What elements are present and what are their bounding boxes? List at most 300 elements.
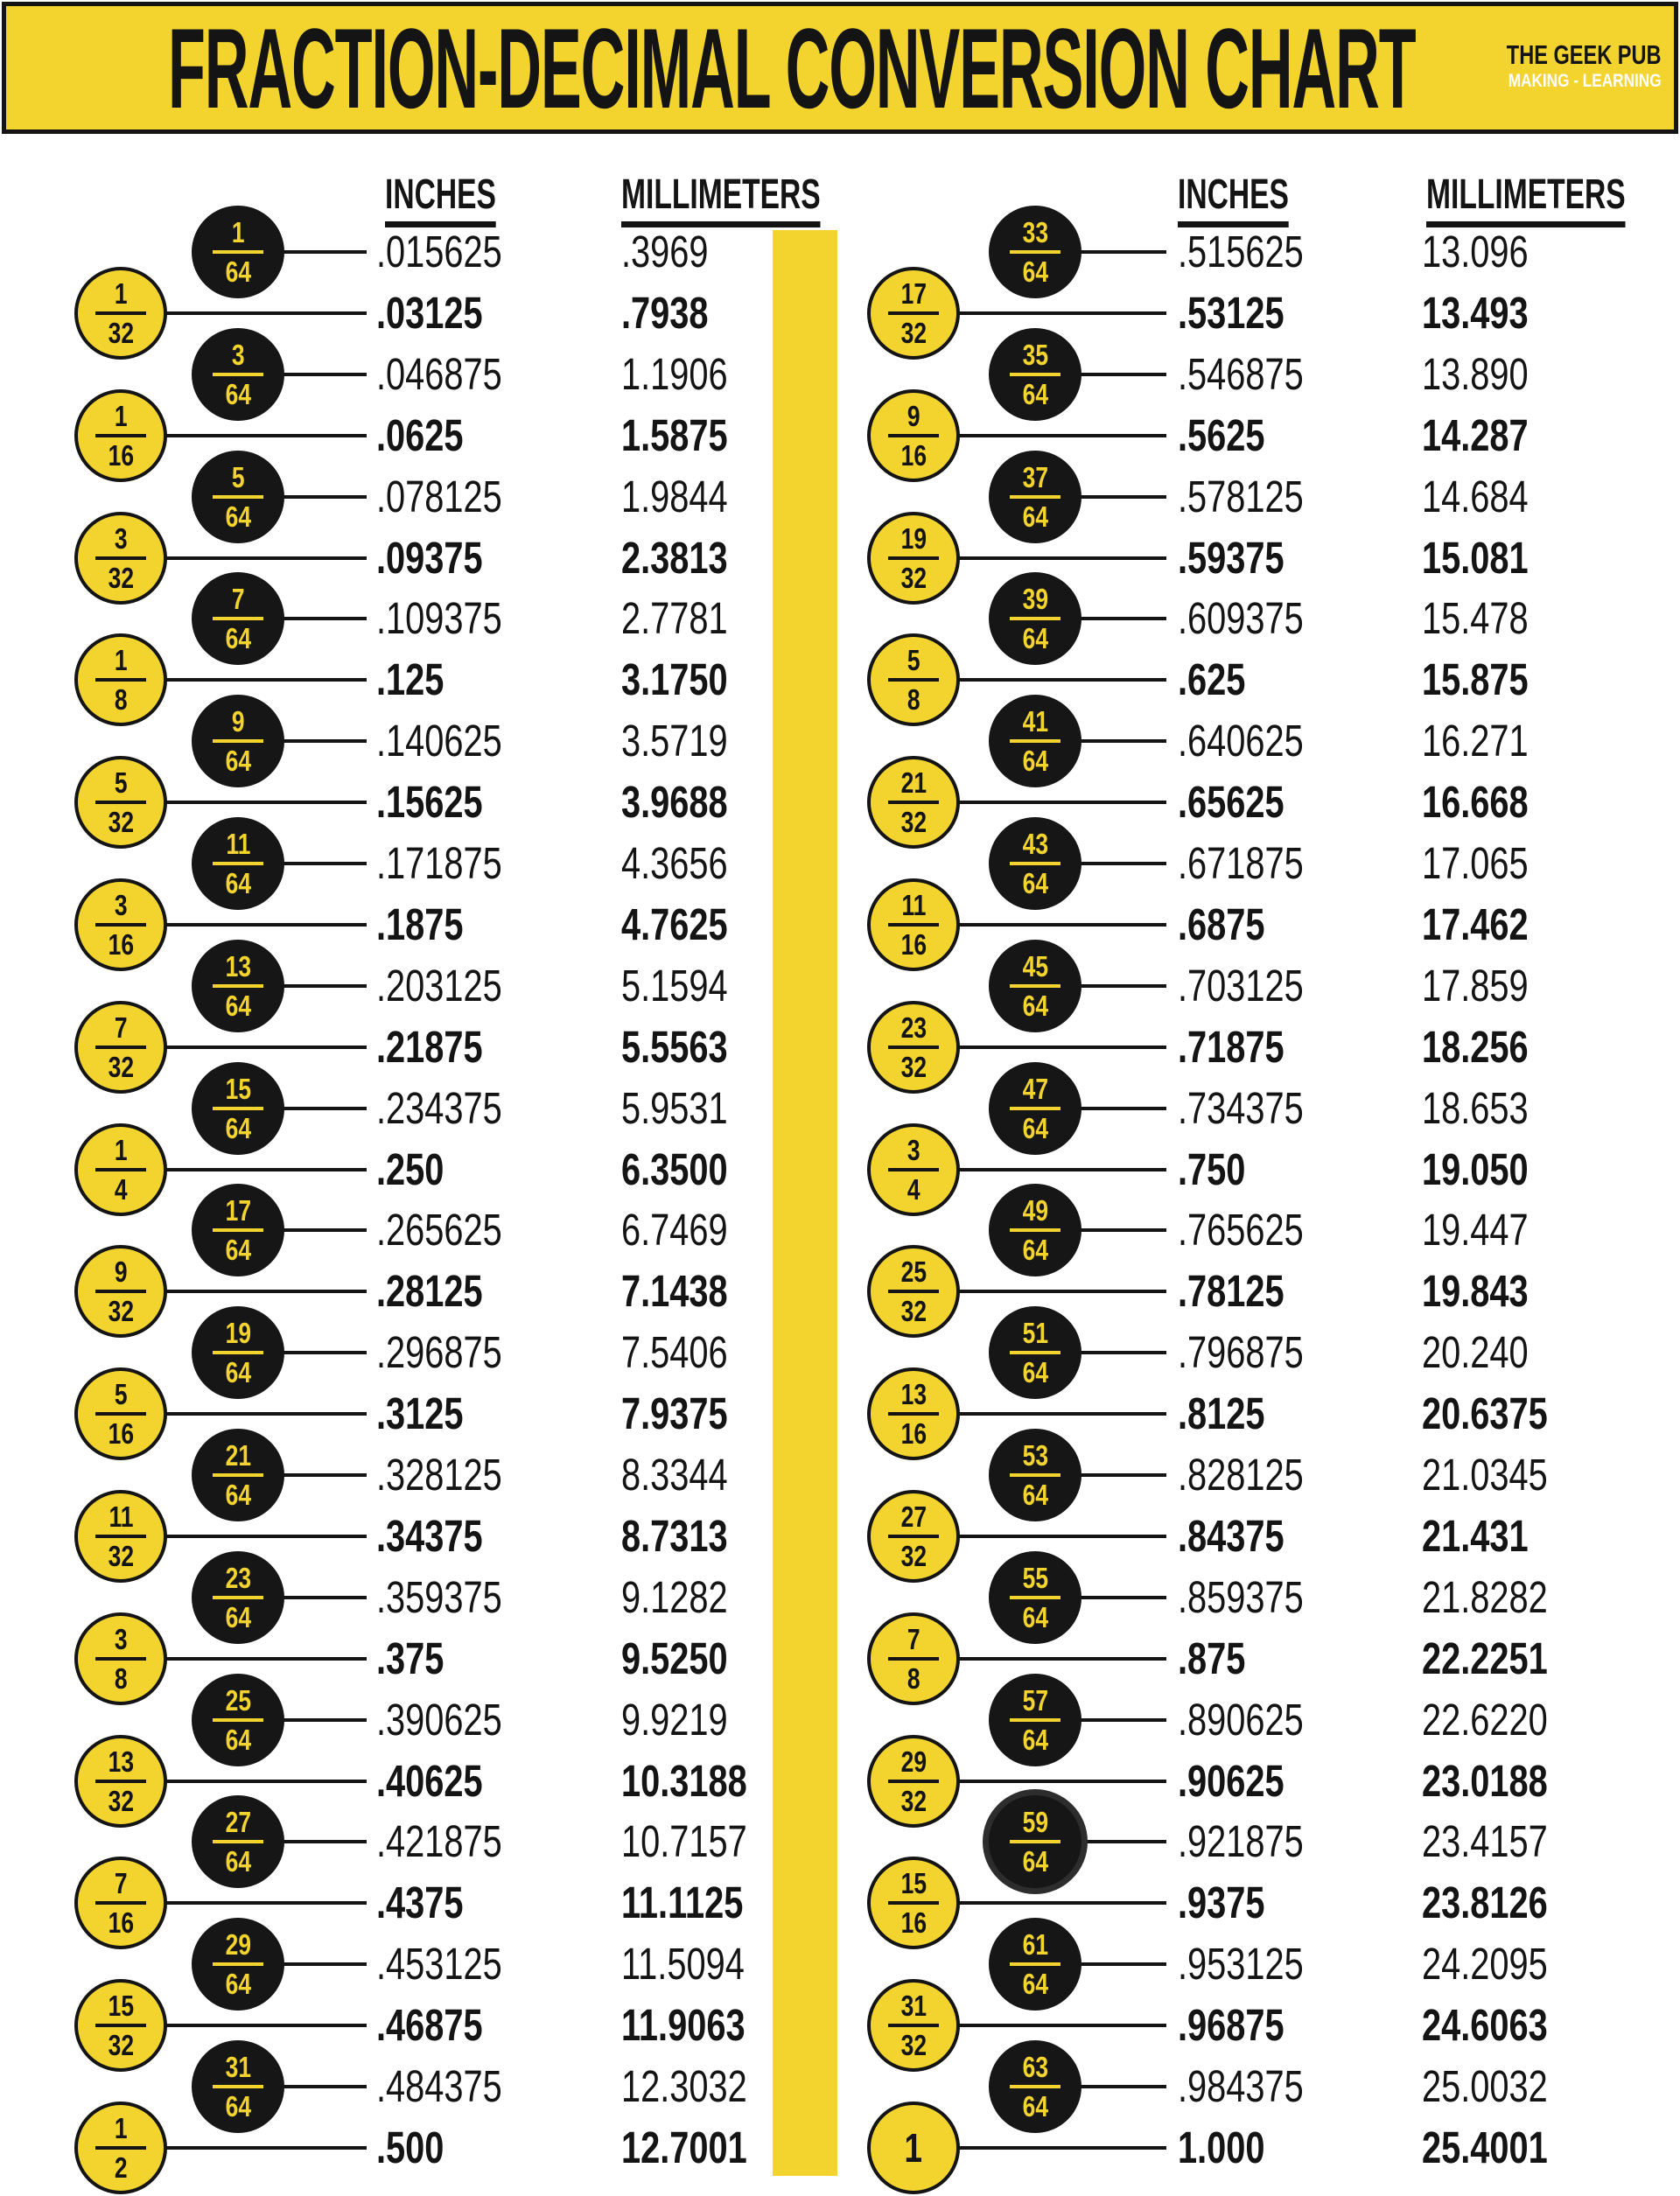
inches-value: .375 bbox=[376, 1633, 444, 1683]
inches-value: .59375 bbox=[1178, 532, 1284, 583]
center-divider-bar bbox=[773, 230, 837, 2176]
fraction-denominator: 16 bbox=[900, 927, 927, 961]
fraction-bar bbox=[95, 434, 146, 437]
inches-value: .9375 bbox=[1178, 1878, 1265, 1928]
fraction-numerator: 3 bbox=[114, 521, 128, 555]
mm-value: 23.8126 bbox=[1422, 1878, 1548, 1928]
fraction-denominator: 64 bbox=[1022, 745, 1048, 778]
mm-value: 15.081 bbox=[1422, 532, 1529, 583]
fraction-badge bbox=[74, 1367, 167, 1460]
fraction-numerator: 13 bbox=[225, 949, 251, 983]
fraction-denominator: 32 bbox=[900, 806, 927, 839]
fraction-numerator: 7 bbox=[231, 583, 245, 616]
mm-value: 15.478 bbox=[1422, 593, 1529, 644]
page-title: FRACTION-DECIMAL CONVERSION CHART bbox=[168, 3, 1416, 132]
mm-value: 25.4001 bbox=[1422, 2122, 1548, 2172]
mm-value: .7938 bbox=[621, 287, 709, 338]
fraction-denominator: 64 bbox=[1022, 377, 1048, 410]
fraction-bar bbox=[213, 1840, 263, 1843]
mm-value: 1.5875 bbox=[621, 409, 728, 460]
fraction-denominator: 64 bbox=[1022, 1723, 1048, 1756]
fraction-bar bbox=[95, 2024, 146, 2027]
mm-value: 16.271 bbox=[1422, 716, 1529, 766]
fraction-numerator: 3 bbox=[906, 1133, 920, 1166]
fraction-bar bbox=[213, 1596, 263, 1599]
fraction-badge bbox=[192, 1429, 284, 1521]
fraction-badge bbox=[989, 1184, 1082, 1276]
mm-value: 5.9531 bbox=[621, 1082, 728, 1133]
fraction-bar bbox=[888, 1535, 939, 1538]
mm-value: 10.3188 bbox=[621, 1755, 747, 1806]
inches-value: .609375 bbox=[1178, 593, 1304, 644]
fraction-bar bbox=[95, 2146, 146, 2150]
fraction-denominator: 64 bbox=[1022, 2090, 1048, 2123]
mm-value: 24.6063 bbox=[1422, 2000, 1548, 2051]
fraction-numerator: 49 bbox=[1022, 1194, 1048, 1227]
fraction-numerator: 33 bbox=[1022, 216, 1048, 248]
fraction-badge bbox=[192, 1918, 284, 2011]
fraction-badge bbox=[989, 1429, 1082, 1521]
fraction-denominator: 64 bbox=[225, 622, 251, 655]
mm-value: 19.447 bbox=[1422, 1205, 1529, 1255]
fraction-badge bbox=[74, 2102, 167, 2194]
fraction-numerator: 39 bbox=[1022, 583, 1048, 616]
fraction-numerator: 1 bbox=[114, 644, 128, 677]
mm-value: 13.890 bbox=[1422, 348, 1529, 399]
fraction-bar bbox=[95, 556, 146, 560]
fraction-numerator: 15 bbox=[900, 1867, 927, 1900]
fraction-badge bbox=[867, 1735, 960, 1828]
fraction-badge bbox=[74, 756, 167, 849]
fraction-badge bbox=[867, 1001, 960, 1094]
fraction-numerator: 25 bbox=[225, 1683, 251, 1717]
fraction-badge bbox=[192, 1062, 284, 1155]
fraction-bar bbox=[1010, 1718, 1060, 1722]
fraction-denominator: 32 bbox=[108, 1784, 134, 1817]
fraction-bar bbox=[1010, 495, 1060, 499]
inches-value: .453125 bbox=[376, 1939, 502, 1990]
fraction-denominator: 2 bbox=[114, 2151, 128, 2184]
fraction-numerator: 7 bbox=[114, 1867, 128, 1900]
fraction-numerator: 21 bbox=[900, 766, 927, 800]
inches-value: .890625 bbox=[1178, 1694, 1304, 1745]
mm-value: 17.859 bbox=[1422, 960, 1529, 1011]
inches-value: .234375 bbox=[376, 1082, 502, 1133]
fraction-badge bbox=[867, 756, 960, 849]
brand-name: THE GEEK PUB bbox=[1507, 39, 1662, 70]
fraction-denominator: 64 bbox=[225, 2090, 251, 2123]
brand-tagline: MAKING - LEARNING bbox=[1508, 70, 1662, 91]
fraction-bar bbox=[95, 923, 146, 927]
mm-value: 4.7625 bbox=[621, 899, 728, 949]
inches-value: .203125 bbox=[376, 960, 502, 1011]
fraction-numerator: 37 bbox=[1022, 460, 1048, 493]
fraction-bar bbox=[213, 739, 263, 743]
fraction-bar bbox=[95, 678, 146, 682]
mm-value: 11.5094 bbox=[621, 1939, 745, 1990]
fraction-numerator: 45 bbox=[1022, 949, 1048, 983]
fraction-badge bbox=[989, 572, 1082, 665]
mm-value: 22.6220 bbox=[1422, 1694, 1548, 1745]
fraction-denominator: 32 bbox=[900, 2029, 927, 2062]
fraction-numerator: 43 bbox=[1022, 828, 1048, 860]
fraction-bar bbox=[213, 1351, 263, 1354]
fraction-numerator: 3 bbox=[231, 338, 245, 371]
fraction-numerator: 47 bbox=[1022, 1072, 1048, 1105]
fraction-numerator: 15 bbox=[225, 1072, 251, 1105]
mm-value: 22.2251 bbox=[1422, 1633, 1548, 1683]
fraction-numerator: 5 bbox=[114, 1378, 128, 1411]
fraction-badge bbox=[867, 878, 960, 971]
fraction-denominator: 64 bbox=[1022, 1479, 1048, 1511]
inches-value: .078125 bbox=[376, 471, 502, 521]
inches-value: .109375 bbox=[376, 593, 502, 644]
fraction-numerator: 55 bbox=[1022, 1561, 1048, 1594]
mm-value: 3.1750 bbox=[621, 654, 728, 705]
mm-value: 21.0345 bbox=[1422, 1450, 1548, 1500]
inches-value: .3125 bbox=[376, 1388, 464, 1439]
fraction-numerator: 29 bbox=[225, 1928, 251, 1962]
fraction-numerator: 21 bbox=[225, 1439, 251, 1472]
inches-value: .09375 bbox=[376, 532, 483, 583]
fraction-numerator: 57 bbox=[1022, 1683, 1048, 1717]
fraction-denominator: 64 bbox=[225, 1356, 251, 1389]
inches-value: .84375 bbox=[1178, 1510, 1284, 1561]
inches-value: .625 bbox=[1178, 654, 1246, 705]
inches-value: .71875 bbox=[1178, 1021, 1284, 1072]
fraction-denominator: 64 bbox=[225, 1845, 251, 1878]
mm-value: 9.5250 bbox=[621, 1633, 728, 1683]
fraction-denominator: 64 bbox=[225, 745, 251, 778]
fraction-bar bbox=[213, 495, 263, 499]
inches-value: .28125 bbox=[376, 1266, 483, 1317]
fraction-bar bbox=[888, 801, 939, 804]
mm-value: 5.1594 bbox=[621, 960, 728, 1011]
header-banner bbox=[2, 2, 1678, 134]
fraction-denominator: 32 bbox=[900, 1784, 927, 1817]
fraction-numerator: 15 bbox=[108, 1990, 134, 2023]
mm-value: 14.287 bbox=[1422, 409, 1529, 460]
fraction-numerator: 1 bbox=[114, 1133, 128, 1166]
fraction-denominator: 64 bbox=[1022, 622, 1048, 655]
inches-value: .703125 bbox=[1178, 960, 1304, 1011]
left-inches-header: INCHES bbox=[385, 173, 543, 227]
mm-value: 13.493 bbox=[1422, 287, 1529, 338]
inches-value: .0625 bbox=[376, 409, 464, 460]
mm-value: 10.7157 bbox=[621, 1816, 747, 1867]
mm-value: 23.0188 bbox=[1422, 1755, 1548, 1806]
fraction-denominator: 32 bbox=[900, 316, 927, 349]
mm-value: 3.9688 bbox=[621, 777, 728, 828]
inches-value: .359375 bbox=[376, 1571, 502, 1622]
fraction-badge bbox=[989, 1918, 1082, 2011]
fraction-badge bbox=[989, 817, 1082, 910]
fraction-bar bbox=[95, 1046, 146, 1049]
inches-value: .1875 bbox=[376, 899, 464, 949]
fraction-badge bbox=[867, 1245, 960, 1338]
fraction-numerator: 29 bbox=[900, 1745, 927, 1778]
inches-value: .484375 bbox=[376, 2061, 502, 2111]
fraction-numerator: 53 bbox=[1022, 1439, 1048, 1472]
inches-value: .21875 bbox=[376, 1021, 483, 1072]
fraction-numerator: 11 bbox=[108, 1500, 133, 1533]
fraction-badge bbox=[989, 940, 1082, 1032]
inches-value: .828125 bbox=[1178, 1450, 1304, 1500]
fraction-numerator: 5 bbox=[906, 644, 920, 677]
inches-value: .921875 bbox=[1178, 1816, 1304, 1867]
fraction-denominator: 32 bbox=[108, 806, 134, 839]
fraction-denominator: 64 bbox=[225, 1111, 251, 1144]
fraction-denominator: 32 bbox=[900, 561, 927, 594]
fraction-bar bbox=[1010, 1107, 1060, 1110]
fraction-bar bbox=[888, 1412, 939, 1416]
fraction-numerator: 17 bbox=[225, 1194, 251, 1227]
fraction-numerator: 9 bbox=[231, 705, 245, 738]
fraction-denominator: 16 bbox=[108, 1906, 134, 1940]
mm-value: 11.1125 bbox=[621, 1878, 744, 1928]
inches-value: .671875 bbox=[1178, 838, 1304, 888]
fraction-bar bbox=[888, 1046, 939, 1049]
fraction-badge bbox=[192, 206, 284, 298]
fraction-numerator: 1 bbox=[231, 216, 245, 248]
fraction-denominator: 32 bbox=[108, 1295, 134, 1328]
inches-value: .265625 bbox=[376, 1205, 502, 1255]
fraction-denominator: 8 bbox=[114, 683, 128, 717]
mm-value: 21.431 bbox=[1422, 1510, 1529, 1561]
inches-value: .46875 bbox=[376, 2000, 483, 2051]
fraction-denominator: 64 bbox=[1022, 1600, 1048, 1633]
fraction-badge bbox=[74, 1735, 167, 1828]
fraction-badge bbox=[74, 1123, 167, 1216]
fraction-badge bbox=[192, 817, 284, 910]
fraction-bar bbox=[888, 556, 939, 560]
fraction-numerator: 23 bbox=[900, 1011, 927, 1044]
fraction-denominator: 32 bbox=[108, 1539, 134, 1572]
inches-value: 1.000 bbox=[1178, 2122, 1265, 2172]
mm-value: 25.0032 bbox=[1422, 2061, 1548, 2111]
inches-value: .546875 bbox=[1178, 348, 1304, 399]
mm-value: 2.7781 bbox=[621, 593, 728, 644]
inches-value: .15625 bbox=[376, 777, 483, 828]
inches-value: .5625 bbox=[1178, 409, 1265, 460]
fraction-denominator: 64 bbox=[225, 255, 251, 288]
inches-value: .015625 bbox=[376, 227, 502, 276]
inches-value: .578125 bbox=[1178, 471, 1304, 521]
fraction-numerator: 27 bbox=[900, 1500, 927, 1533]
fraction-bar bbox=[213, 1107, 263, 1110]
fraction-bar bbox=[95, 1901, 146, 1905]
fraction-denominator: 64 bbox=[225, 1234, 251, 1267]
fraction-bar bbox=[1010, 1473, 1060, 1477]
fraction-denominator: 64 bbox=[225, 867, 251, 899]
fraction-badge bbox=[74, 512, 167, 605]
fraction-numerator: 7 bbox=[114, 1011, 128, 1044]
fraction-denominator: 64 bbox=[225, 500, 251, 533]
fraction-bar bbox=[1010, 1840, 1060, 1843]
fraction-badge bbox=[867, 389, 960, 482]
fraction-denominator: 8 bbox=[906, 683, 920, 717]
fraction-badge bbox=[989, 1674, 1082, 1766]
fraction-denominator: 64 bbox=[1022, 1111, 1048, 1144]
fraction-numerator: 1 bbox=[114, 276, 128, 310]
fraction-denominator: 32 bbox=[900, 1050, 927, 1083]
mm-value: 16.668 bbox=[1422, 777, 1529, 828]
inches-value: .90625 bbox=[1178, 1755, 1284, 1806]
fraction-denominator: 16 bbox=[900, 1906, 927, 1940]
fraction-badge bbox=[192, 1551, 284, 1644]
fraction-badge bbox=[192, 695, 284, 787]
fraction-bar bbox=[95, 1412, 146, 1416]
fraction-bar bbox=[95, 801, 146, 804]
fraction-badge bbox=[867, 1367, 960, 1460]
fraction-badge bbox=[192, 572, 284, 665]
fraction-badge bbox=[74, 1857, 167, 1949]
fraction-badge bbox=[74, 1001, 167, 1094]
fraction-badge bbox=[867, 1979, 960, 2072]
fraction-numerator: 35 bbox=[1022, 338, 1048, 371]
fraction-denominator: 16 bbox=[108, 438, 134, 472]
fraction-denominator: 64 bbox=[1022, 255, 1048, 288]
fraction-bar bbox=[213, 2085, 263, 2088]
fraction-bar bbox=[213, 862, 263, 865]
fraction-numerator: 63 bbox=[1022, 2051, 1048, 2083]
fraction-numerator: 19 bbox=[225, 1317, 251, 1350]
fraction-numerator: 9 bbox=[906, 399, 920, 432]
inches-value: .765625 bbox=[1178, 1205, 1304, 1255]
fraction-bar bbox=[213, 984, 263, 988]
mm-value: 9.9219 bbox=[621, 1694, 728, 1745]
left-millimeters-header: MILLIMETERS bbox=[621, 173, 906, 227]
fraction-numerator: 1 bbox=[114, 2111, 128, 2144]
fraction-badge bbox=[989, 1306, 1082, 1399]
fraction-bar bbox=[213, 1718, 263, 1722]
fraction-badge bbox=[867, 1123, 960, 1216]
fraction-denominator: 64 bbox=[225, 1479, 251, 1511]
fraction-bar bbox=[1010, 250, 1060, 254]
fraction-badge bbox=[74, 1245, 167, 1338]
fraction-bar bbox=[213, 250, 263, 254]
inches-value: .296875 bbox=[376, 1327, 502, 1378]
fraction-denominator: 32 bbox=[900, 1295, 927, 1328]
mm-value: 19.050 bbox=[1422, 1143, 1529, 1194]
fraction-badge bbox=[989, 2040, 1082, 2133]
fraction-bar bbox=[888, 1290, 939, 1293]
mm-value: 11.9063 bbox=[621, 2000, 746, 2051]
fraction-bar bbox=[95, 1290, 146, 1293]
mm-value: 2.3813 bbox=[621, 532, 728, 583]
inches-value: .046875 bbox=[376, 348, 502, 399]
inches-value: .40625 bbox=[376, 1755, 483, 1806]
mm-value: 23.4157 bbox=[1422, 1816, 1548, 1867]
fraction-denominator: 4 bbox=[906, 1172, 920, 1206]
inches-value: .796875 bbox=[1178, 1327, 1304, 1378]
fraction-numerator: 41 bbox=[1022, 705, 1048, 738]
fraction-denominator: 16 bbox=[108, 927, 134, 961]
fraction-numerator: 3 bbox=[114, 888, 128, 921]
mm-value: 12.3032 bbox=[621, 2061, 747, 2111]
fraction-bar bbox=[1010, 1962, 1060, 1966]
fraction-badge bbox=[989, 1551, 1082, 1644]
mm-value: 7.5406 bbox=[621, 1327, 728, 1378]
mm-value: 9.1282 bbox=[621, 1571, 728, 1622]
inches-value: .390625 bbox=[376, 1694, 502, 1745]
mm-value: 19.843 bbox=[1422, 1266, 1529, 1317]
fraction-denominator: 64 bbox=[225, 989, 251, 1022]
fraction-bar bbox=[888, 923, 939, 927]
mm-value: 8.7313 bbox=[621, 1510, 728, 1561]
inches-value: .6875 bbox=[1178, 899, 1265, 949]
mm-value: 18.653 bbox=[1422, 1082, 1529, 1133]
inches-value: .53125 bbox=[1178, 287, 1284, 338]
inches-value: .984375 bbox=[1178, 2061, 1304, 2111]
inches-value: .421875 bbox=[376, 1816, 502, 1867]
fraction-bar bbox=[213, 1473, 263, 1477]
mm-value: .3969 bbox=[621, 227, 709, 276]
mm-value: 7.9375 bbox=[621, 1388, 728, 1439]
right-inches-header: INCHES bbox=[1178, 173, 1336, 227]
mm-value: 3.5719 bbox=[621, 716, 728, 766]
fraction-numerator: 27 bbox=[225, 1806, 251, 1839]
inches-value: .96875 bbox=[1178, 2000, 1284, 2051]
fraction-bar bbox=[888, 434, 939, 437]
fraction-denominator: 64 bbox=[225, 1723, 251, 1756]
fraction-bar bbox=[213, 373, 263, 376]
fraction-bar bbox=[1010, 1351, 1060, 1354]
mm-value: 8.3344 bbox=[621, 1450, 728, 1500]
fraction-denominator: 64 bbox=[1022, 1845, 1048, 1878]
fraction-bar bbox=[888, 678, 939, 682]
fraction-numerator: 13 bbox=[108, 1745, 134, 1778]
fraction-bar bbox=[95, 1535, 146, 1538]
fraction-numerator: 13 bbox=[900, 1378, 927, 1411]
right-millimeters-header: MILLIMETERS bbox=[1426, 173, 1680, 227]
fraction-numerator: 5 bbox=[231, 460, 245, 493]
fraction-bar bbox=[1010, 862, 1060, 865]
fraction-numerator: 25 bbox=[900, 1255, 927, 1289]
mm-value: 13.096 bbox=[1422, 227, 1529, 276]
fraction-badge bbox=[192, 2040, 284, 2133]
fraction-numerator: 7 bbox=[906, 1622, 920, 1655]
fraction-badge bbox=[74, 633, 167, 726]
inches-value: .140625 bbox=[376, 716, 502, 766]
mm-value: 7.1438 bbox=[621, 1266, 728, 1317]
fraction-bar bbox=[888, 1168, 939, 1171]
fraction-denominator: 64 bbox=[225, 1600, 251, 1633]
inches-value: .953125 bbox=[1178, 1939, 1304, 1990]
mm-value: 1.9844 bbox=[621, 471, 728, 521]
inches-value: .125 bbox=[376, 654, 444, 705]
fraction-badge bbox=[867, 2102, 960, 2194]
mm-value: 1.1906 bbox=[621, 348, 728, 399]
inches-value: .515625 bbox=[1178, 227, 1304, 276]
fraction-badge bbox=[867, 1857, 960, 1949]
fraction-denominator: 4 bbox=[114, 1172, 128, 1206]
fraction-badge bbox=[192, 1184, 284, 1276]
fraction-bar bbox=[1010, 1228, 1060, 1232]
mm-value: 14.684 bbox=[1422, 471, 1529, 521]
inches-value: .500 bbox=[376, 2122, 444, 2172]
mm-value: 24.2095 bbox=[1422, 1939, 1548, 1990]
fraction-bar bbox=[1010, 984, 1060, 988]
mm-value: 21.8282 bbox=[1422, 1571, 1548, 1622]
mm-value: 6.7469 bbox=[621, 1205, 728, 1255]
fraction-bar bbox=[213, 617, 263, 620]
fraction-numerator: 59 bbox=[1022, 1806, 1048, 1839]
fraction-badge bbox=[192, 328, 284, 421]
fraction-bar bbox=[95, 1168, 146, 1171]
fraction-badge bbox=[74, 878, 167, 971]
mm-value: 12.7001 bbox=[621, 2122, 747, 2172]
